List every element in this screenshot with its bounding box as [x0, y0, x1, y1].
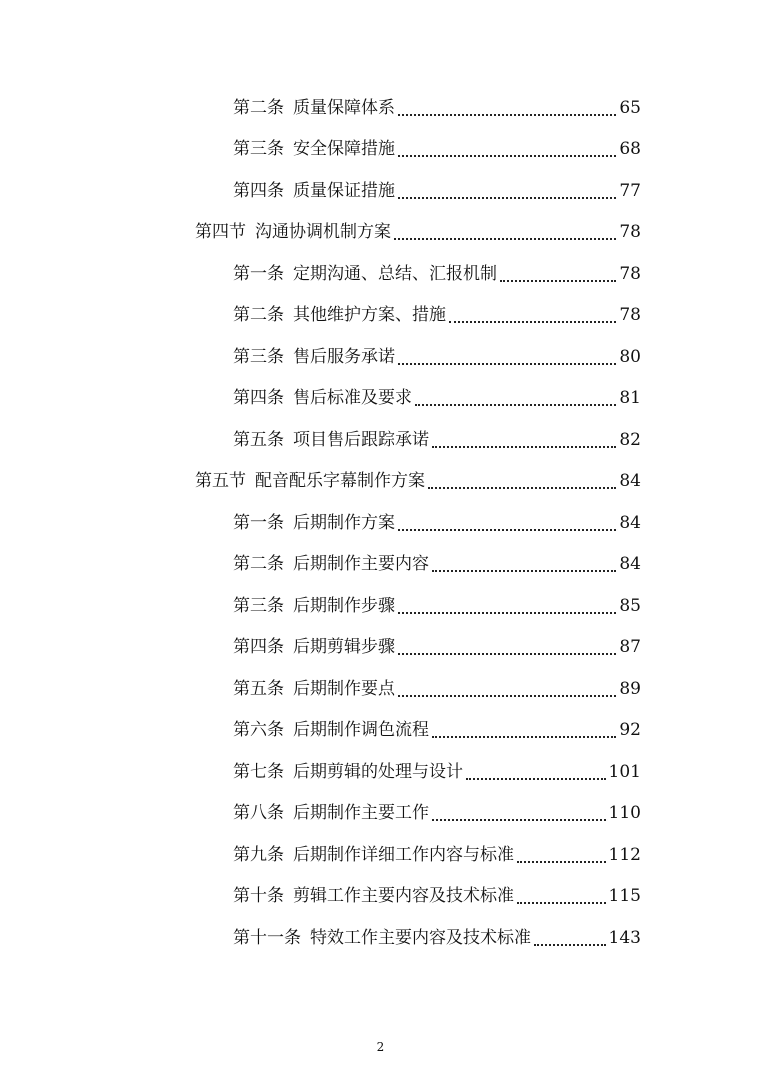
- toc-entry-page: 112: [608, 845, 641, 865]
- toc-entry[interactable]: [233, 129, 641, 169]
- table-of-contents: [0, 88, 761, 958]
- toc-entry-title: 后期制作要点: [293, 679, 395, 699]
- dot-leader: [432, 735, 616, 738]
- toc-entry-number: 第十一条: [233, 928, 301, 948]
- toc-entry-title: 特效工作主要内容及技术标准: [310, 928, 531, 948]
- toc-entry[interactable]: [233, 752, 641, 792]
- dot-leader: [517, 860, 606, 863]
- toc-entry[interactable]: [233, 627, 641, 667]
- toc-entry-number: 第六条: [233, 720, 284, 740]
- toc-entry-page: 87: [619, 637, 641, 657]
- toc-entry-page: 143: [608, 928, 641, 948]
- toc-entry-title: 后期制作步骤: [293, 596, 395, 616]
- dot-leader: [534, 943, 606, 946]
- dot-leader: [398, 154, 616, 157]
- toc-entry-page: 84: [619, 554, 641, 574]
- dot-leader: [432, 818, 606, 821]
- dot-leader: [500, 279, 616, 282]
- toc-entry-page: 78: [619, 264, 641, 284]
- toc-entry[interactable]: [233, 876, 641, 916]
- toc-entry-number: 第五节: [195, 471, 246, 491]
- toc-entry-number: 第九条: [233, 845, 284, 865]
- dot-leader: [466, 777, 606, 780]
- toc-entry[interactable]: [233, 337, 641, 377]
- dot-leader: [398, 528, 616, 531]
- toc-entry-title: 售后服务承诺: [293, 347, 395, 367]
- toc-entry[interactable]: [233, 88, 641, 128]
- toc-entry-page: 68: [619, 139, 641, 159]
- toc-entry-number: 第三条: [233, 596, 284, 616]
- toc-entry-title: 沟通协调机制方案: [255, 222, 391, 242]
- toc-entry-title: 安全保障措施: [293, 139, 395, 159]
- toc-entry-number: 第四节: [195, 222, 246, 242]
- toc-entry-number: 第四条: [233, 181, 284, 201]
- toc-entry-number: 第三条: [233, 347, 284, 367]
- toc-entry[interactable]: [233, 918, 641, 958]
- toc-entry-number: 第二条: [233, 554, 284, 574]
- toc-entry-number: 第一条: [233, 513, 284, 533]
- toc-entry-page: 81: [619, 388, 641, 408]
- dot-leader: [432, 569, 616, 572]
- toc-entry-number: 第四条: [233, 388, 284, 408]
- toc-entry-page: 80: [619, 347, 641, 367]
- toc-entry-number: 第七条: [233, 762, 284, 782]
- toc-entry-page: 89: [619, 679, 641, 699]
- toc-entry-title: 质量保障体系: [293, 98, 395, 118]
- page-number: 2: [376, 1040, 385, 1054]
- toc-entry-number: 第八条: [233, 803, 284, 823]
- toc-entry-number: 第五条: [233, 679, 284, 699]
- toc-entry-title: 配音配乐字幕制作方案: [255, 471, 425, 491]
- toc-entry[interactable]: [233, 171, 641, 211]
- toc-entry-page: 115: [608, 886, 641, 906]
- toc-entry[interactable]: [233, 254, 641, 294]
- toc-entry[interactable]: [233, 669, 641, 709]
- dot-leader: [394, 237, 616, 240]
- toc-entry-title: 后期制作主要内容: [293, 554, 429, 574]
- toc-entry-title: 售后标准及要求: [293, 388, 412, 408]
- toc-entry-page: 82: [619, 430, 641, 450]
- toc-entry-page: 85: [619, 596, 641, 616]
- toc-entry-number: 第五条: [233, 430, 284, 450]
- dot-leader: [398, 113, 616, 116]
- toc-section-entry[interactable]: [195, 212, 641, 252]
- toc-entry-page: 65: [619, 98, 641, 118]
- toc-entry-page: 84: [619, 513, 641, 533]
- toc-entry-title: 剪辑工作主要内容及技术标准: [293, 886, 514, 906]
- toc-entry[interactable]: [233, 544, 641, 584]
- toc-entry-title: 后期制作方案: [293, 513, 395, 533]
- toc-entry-page: 110: [608, 803, 641, 823]
- toc-entry-title: 定期沟通、总结、汇报机制: [293, 264, 497, 284]
- toc-entry[interactable]: [233, 295, 641, 335]
- toc-entry-title: 后期制作主要工作: [293, 803, 429, 823]
- dot-leader: [398, 694, 616, 697]
- toc-section-entry[interactable]: [195, 461, 641, 501]
- toc-entry[interactable]: [233, 420, 641, 460]
- dot-leader: [432, 445, 616, 448]
- toc-entry-number: 第二条: [233, 98, 284, 118]
- toc-entry-page: 78: [619, 305, 641, 325]
- dot-leader: [398, 196, 616, 199]
- toc-entry-page: 101: [608, 762, 641, 782]
- toc-entry[interactable]: [233, 503, 641, 543]
- dot-leader: [398, 362, 616, 365]
- toc-entry[interactable]: [233, 378, 641, 418]
- toc-entry-title: 后期剪辑的处理与设计: [293, 762, 463, 782]
- toc-entry-page: 78: [619, 222, 641, 242]
- toc-entry-page: 92: [619, 720, 641, 740]
- toc-entry[interactable]: [233, 710, 641, 750]
- toc-entry[interactable]: [233, 586, 641, 626]
- toc-entry-page: 84: [619, 471, 641, 491]
- toc-entry-number: 第四条: [233, 637, 284, 657]
- toc-entry-number: 第二条: [233, 305, 284, 325]
- dot-leader: [398, 652, 616, 655]
- dot-leader: [398, 611, 616, 614]
- dot-leader: [415, 403, 616, 406]
- toc-entry-number: 第三条: [233, 139, 284, 159]
- dot-leader: [428, 486, 616, 489]
- dot-leader: [449, 320, 616, 323]
- toc-entry[interactable]: [233, 835, 641, 875]
- toc-entry-title: 后期制作详细工作内容与标准: [293, 845, 514, 865]
- toc-entry-number: 第十条: [233, 886, 284, 906]
- toc-entry-title: 后期剪辑步骤: [293, 637, 395, 657]
- dot-leader: [517, 901, 606, 904]
- toc-entry-title: 其他维护方案、措施: [293, 305, 446, 325]
- toc-entry-title: 后期制作调色流程: [293, 720, 429, 740]
- toc-entry-title: 质量保证措施: [293, 181, 395, 201]
- toc-entry[interactable]: [233, 793, 641, 833]
- toc-entry-title: 项目售后跟踪承诺: [293, 430, 429, 450]
- toc-entry-number: 第一条: [233, 264, 284, 284]
- toc-entry-page: 77: [619, 181, 641, 201]
